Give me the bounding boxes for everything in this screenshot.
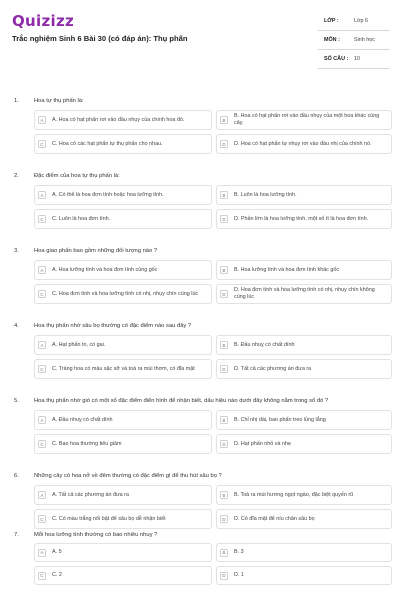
meta-value: Sinh học bbox=[354, 37, 375, 43]
quizizz-logo: Quizizz bbox=[12, 12, 75, 30]
option-text: C. Hoa đơn tính và hoa lưỡng tính có nhị, nhụy chín cùng lúc bbox=[52, 290, 199, 297]
option-text: C. Luôn là hoa đơn tính. bbox=[52, 215, 111, 222]
question-number: 3. bbox=[14, 248, 19, 254]
option-letter-box: D bbox=[220, 572, 228, 580]
option-letter-box: D bbox=[220, 215, 228, 223]
worksheet-header bbox=[0, 0, 400, 72]
option-text: C. Bao hoa thường tiêu giảm bbox=[52, 440, 122, 447]
option-text: A. Có thể là hoa đơn tính hoặc hoa lưỡng tính. bbox=[52, 191, 164, 198]
option-b[interactable] bbox=[216, 410, 392, 430]
option-letter-box: B bbox=[220, 191, 228, 199]
question-number: 6. bbox=[14, 473, 19, 479]
question-text: Mỗi hoa lưỡng tính thường có bao nhiêu nhuỵ ? bbox=[34, 532, 158, 538]
option-a[interactable] bbox=[34, 410, 212, 430]
option-d[interactable] bbox=[216, 359, 392, 379]
option-letter-box: C bbox=[38, 440, 46, 448]
meta-key: MÔN : bbox=[324, 37, 340, 43]
meta-row-count bbox=[318, 50, 390, 69]
option-text: B. Hoa có hạt phấn rơi vào đầu nhụy của một hoa khác cùng cây. bbox=[234, 113, 380, 126]
option-text: B. Hoa lưỡng tính và hoa đơn tính khác gốc bbox=[234, 266, 340, 273]
option-text: C. Có màu trắng nổi bật để sâu bọ dễ nhận biết bbox=[52, 515, 166, 522]
question-text: Hoa giao phấn bao gồm những đối tượng nào ? bbox=[34, 248, 158, 254]
option-text: A. Hoa lưỡng tính và hoa đơn tính cùng gốc bbox=[52, 266, 158, 273]
option-d[interactable] bbox=[216, 134, 392, 154]
option-a[interactable] bbox=[34, 110, 212, 130]
option-text: D. Phần lớn là hoa lưỡng tính, một số ít là hoa đơn tính. bbox=[234, 215, 369, 222]
option-text: A. 5 bbox=[52, 549, 62, 555]
option-a[interactable] bbox=[34, 335, 212, 355]
option-letter-box: A bbox=[38, 266, 46, 274]
option-c[interactable] bbox=[34, 134, 212, 154]
option-letter-box: A bbox=[38, 491, 46, 499]
option-text: D. 1 bbox=[234, 572, 244, 578]
option-text: D. Tất cả các phương án đưa ra bbox=[234, 365, 312, 372]
option-letter-box: B bbox=[220, 416, 228, 424]
option-letter-box: C bbox=[38, 290, 46, 298]
question-number: 1. bbox=[14, 98, 19, 104]
option-letter-box: B bbox=[220, 549, 228, 557]
option-letter-box: A bbox=[38, 191, 46, 199]
option-c[interactable] bbox=[34, 209, 212, 229]
option-b[interactable] bbox=[216, 543, 392, 562]
option-text: D. Hoa đơn tính và hoa lưỡng tính có nhị, nhụy chín không cùng lúc bbox=[234, 287, 375, 300]
option-letter-box: D bbox=[220, 140, 228, 148]
option-text: A. Đầu nhuỵ có chất dính bbox=[52, 416, 113, 423]
option-letter-box: A bbox=[38, 416, 46, 424]
question-text: Những cây có hoa nở về đêm thường có đặc điểm gì để thu hút sâu bọ ? bbox=[34, 473, 222, 479]
meta-key: LỚP : bbox=[324, 18, 339, 24]
question-text: Hoa thụ phấn nhờ sâu bọ thường có đặc điểm nào sau đây ? bbox=[34, 323, 192, 329]
option-text: C. Tràng hoa có màu sặc sỡ và toả ra mùi thơm, có đĩa mật bbox=[52, 365, 195, 372]
option-c[interactable] bbox=[34, 434, 212, 454]
option-letter-box: D bbox=[220, 515, 228, 523]
option-d[interactable] bbox=[216, 209, 392, 229]
meta-row-subject bbox=[318, 31, 390, 50]
question-number: 2. bbox=[14, 173, 19, 179]
meta-value: 10 bbox=[354, 56, 360, 62]
option-b[interactable] bbox=[216, 260, 392, 280]
option-c[interactable] bbox=[34, 359, 212, 379]
option-b[interactable] bbox=[216, 110, 392, 130]
option-text: B. Đầu nhuỵ có chất dính bbox=[234, 341, 295, 348]
option-letter-box: B bbox=[220, 116, 228, 124]
meta-row-class bbox=[318, 12, 390, 31]
option-letter-box: B bbox=[220, 341, 228, 349]
option-text: C. 2 bbox=[52, 572, 62, 578]
option-d[interactable] bbox=[216, 284, 392, 304]
option-a[interactable] bbox=[34, 185, 212, 205]
option-b[interactable] bbox=[216, 185, 392, 205]
option-letter-box: C bbox=[38, 215, 46, 223]
option-text: A. Hoa có hạt phấn rơi vào đầu nhụy của chính hoa đó. bbox=[52, 116, 185, 123]
option-a[interactable] bbox=[34, 543, 212, 562]
option-letter-box: D bbox=[220, 440, 228, 448]
option-letter-box: D bbox=[220, 365, 228, 373]
option-text: A. Hạt phấn to, có gai. bbox=[52, 341, 106, 348]
option-letter-box: D bbox=[220, 290, 228, 298]
option-d[interactable] bbox=[216, 566, 392, 585]
meta-key: SỐ CÂU : bbox=[324, 56, 349, 62]
option-b[interactable] bbox=[216, 485, 392, 505]
question-text: Hoa tự thụ phấn là: bbox=[34, 98, 84, 104]
option-letter-box: A bbox=[38, 549, 46, 557]
option-c[interactable] bbox=[34, 566, 212, 585]
option-b[interactable] bbox=[216, 335, 392, 355]
option-a[interactable] bbox=[34, 260, 212, 280]
option-letter-box: C bbox=[38, 572, 46, 580]
question-text: Hoa thụ phấn nhờ gió có một số đặc điểm điển hình để nhận biết, dấu hiệu nào dưới đây không nằm trong số đó ? bbox=[34, 398, 329, 404]
option-letter-box: B bbox=[220, 266, 228, 274]
worksheet-title: Trắc nghiệm Sinh 6 Bài 30 (có đáp án): Thụ phấn bbox=[12, 34, 188, 43]
option-text: B. Toả ra mùi hương ngọt ngào, đặc biệt quyến rũ bbox=[234, 491, 354, 498]
option-d[interactable] bbox=[216, 434, 392, 454]
meta-value: Lớp 6 bbox=[354, 18, 369, 24]
question-number: 4. bbox=[14, 323, 19, 329]
question-text: Đặc điểm của hoa tự thụ phấn là: bbox=[34, 173, 120, 179]
option-c[interactable] bbox=[34, 284, 212, 304]
question-number: 5. bbox=[14, 398, 19, 404]
question-number: 7. bbox=[14, 532, 19, 538]
option-text: B. Chỉ nhị dài, bao phấn treo lủng lẳng bbox=[234, 416, 326, 423]
option-text: C. Hoa có các hạt phấn tự thụ phấn cho nhau. bbox=[52, 140, 163, 147]
option-text: D. Hạt phấn nhỏ và nhẹ bbox=[234, 440, 291, 447]
option-letter-box: B bbox=[220, 491, 228, 499]
meta-table bbox=[318, 12, 390, 69]
option-d[interactable] bbox=[216, 509, 392, 529]
option-a[interactable] bbox=[34, 485, 212, 505]
option-text: B. Luôn là hoa lưỡng tính. bbox=[234, 191, 297, 198]
option-letter-box: C bbox=[38, 365, 46, 373]
option-letter-box: A bbox=[38, 116, 46, 124]
option-letter-box: C bbox=[38, 515, 46, 523]
option-letter-box: C bbox=[38, 140, 46, 148]
option-letter-box: A bbox=[38, 341, 46, 349]
option-text: D. Có đĩa mật để níu chân sâu bọ bbox=[234, 515, 315, 522]
option-text: B. 3 bbox=[234, 549, 244, 555]
option-text: D. Hoa có hạt phấn tự nhụy rơi vào đầu nhị của chính nó. bbox=[234, 140, 372, 147]
option-c[interactable] bbox=[34, 509, 212, 529]
option-text: A. Tất cả các phương án đưa ra bbox=[52, 491, 129, 498]
